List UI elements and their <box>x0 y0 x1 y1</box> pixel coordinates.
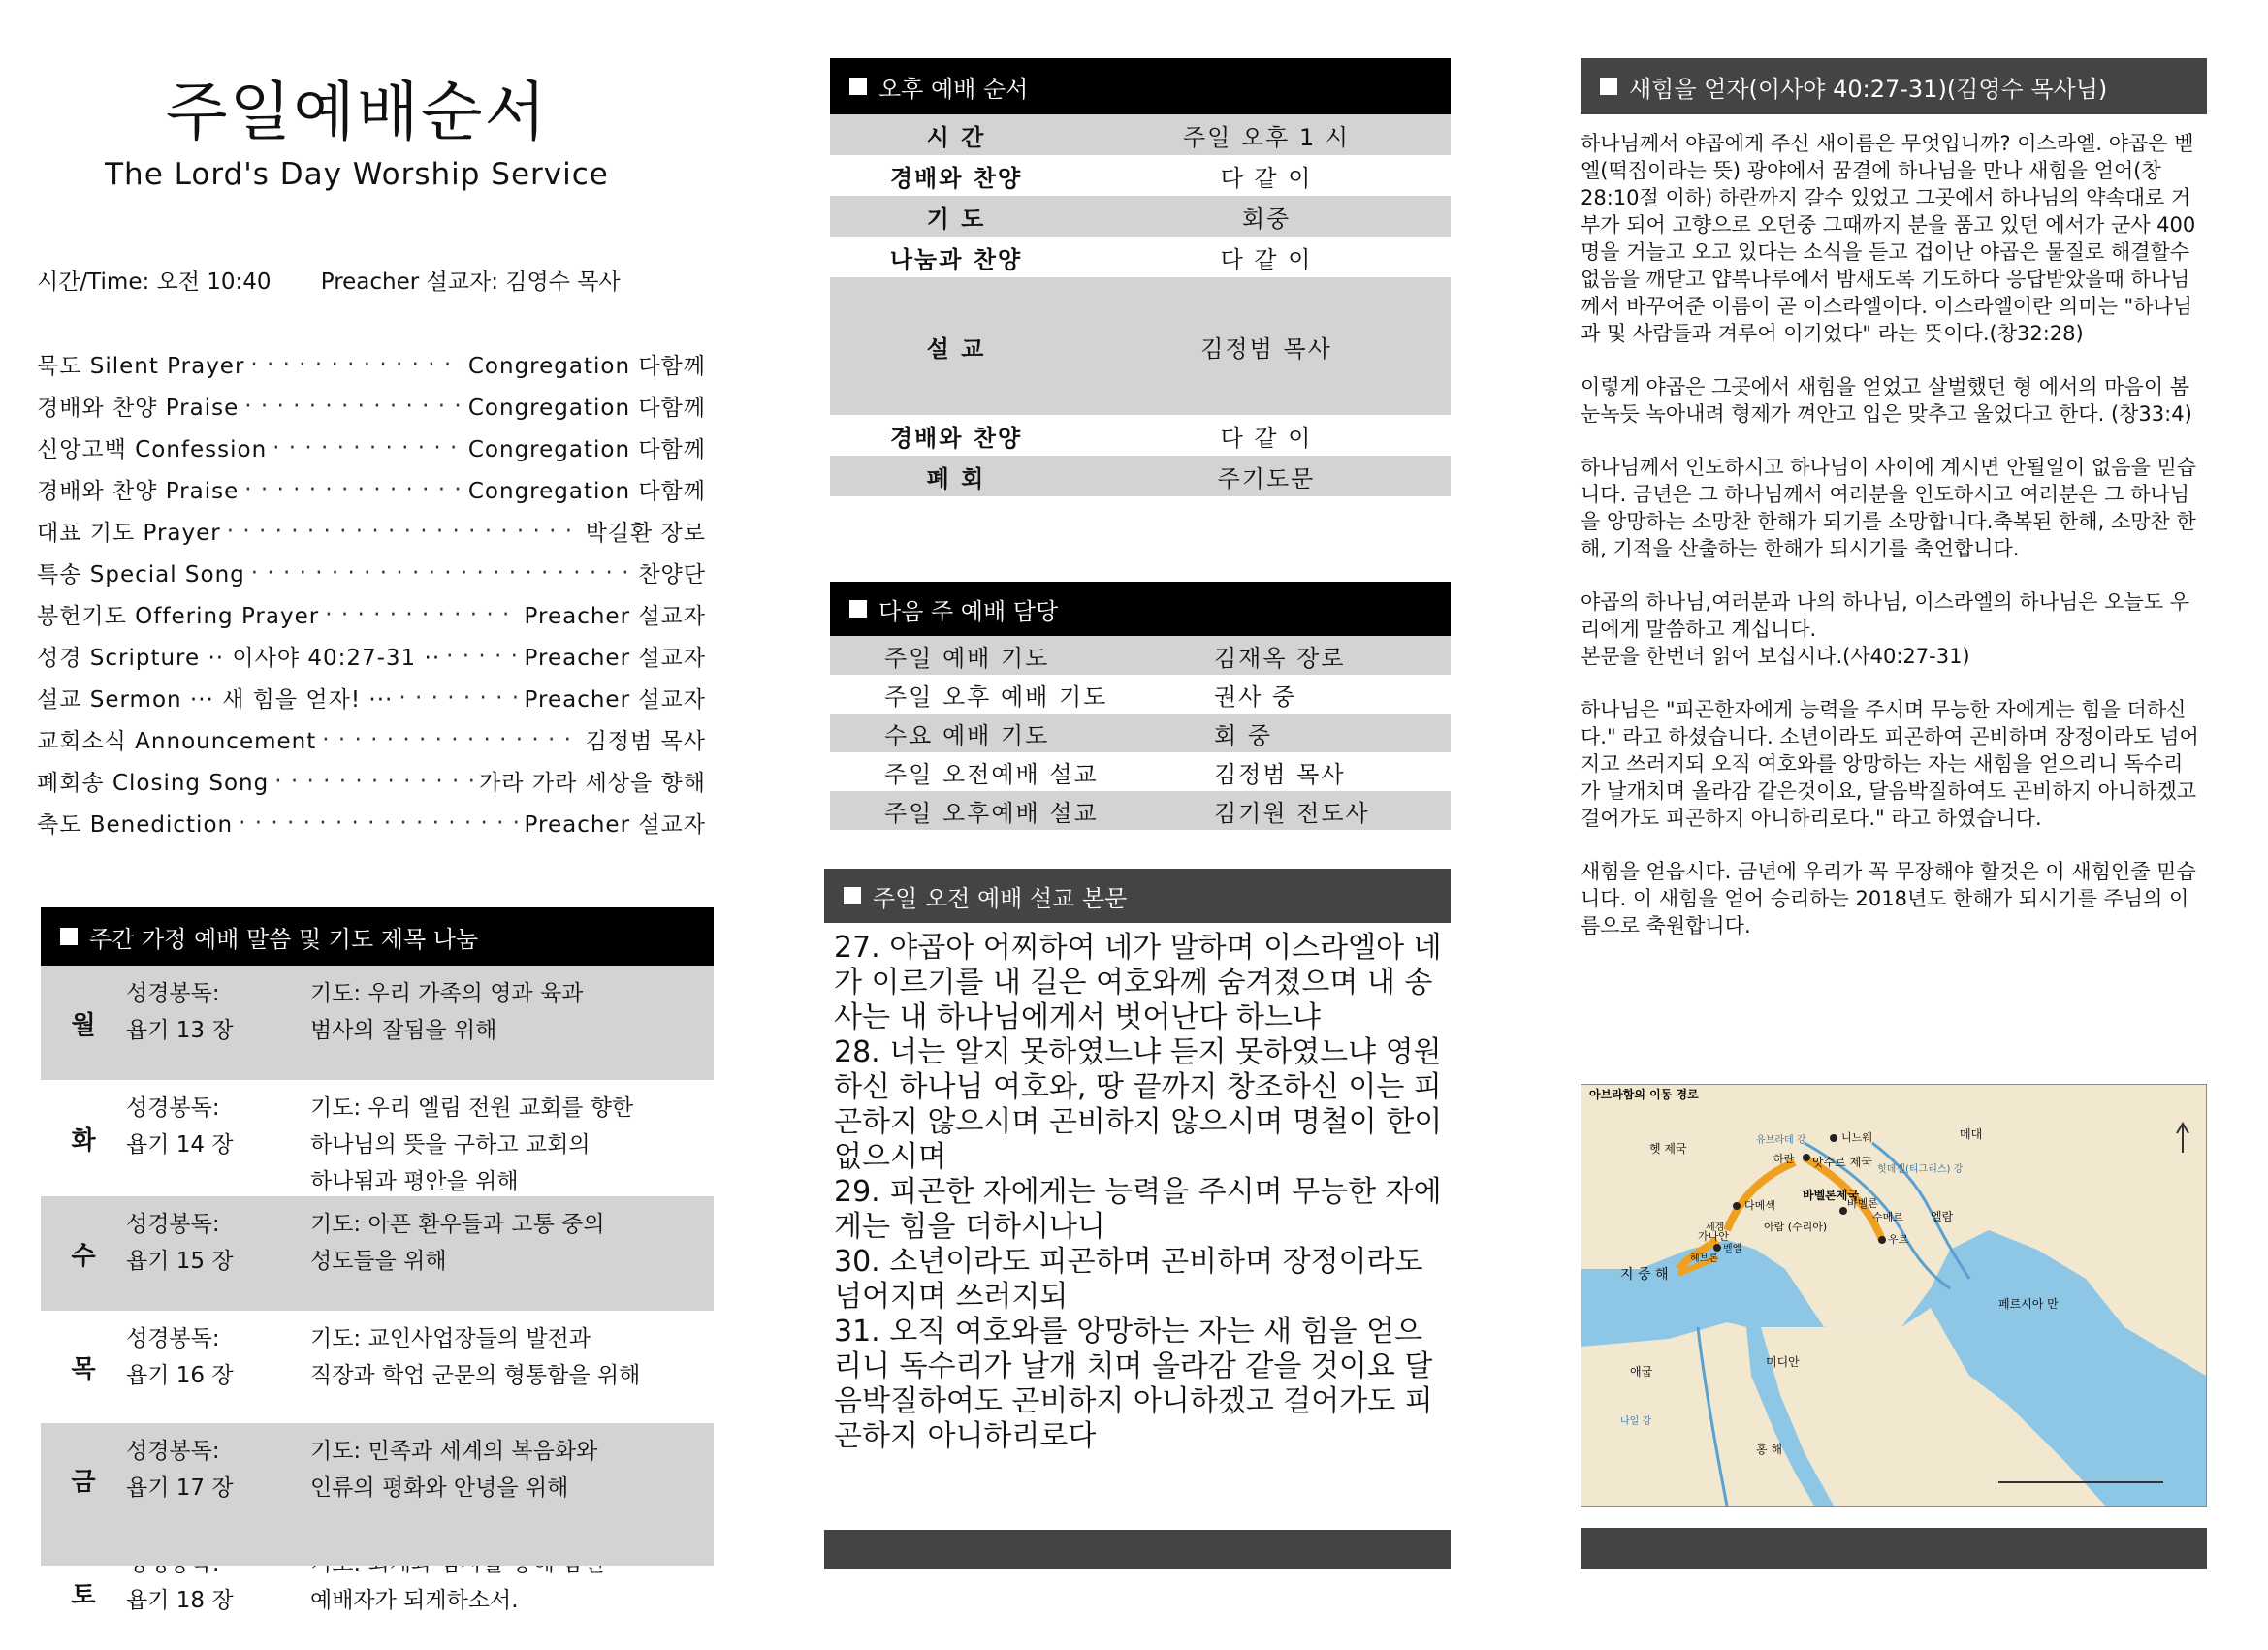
next-week-person: 회 중 <box>1214 721 1272 749</box>
pm-row-item: 시 간 <box>926 123 986 151</box>
weekly-bible-chapter: 욥기 17 장 <box>126 1475 234 1501</box>
map-label-hebron: 헤브론 <box>1690 1253 1718 1264</box>
weekly-bible-chapter: 욥기 15 장 <box>126 1249 234 1274</box>
weekly-prayer-line: 인류의 평화와 안녕을 위해 <box>310 1475 569 1501</box>
order-item-leader: Preacher 설교자 <box>524 812 706 838</box>
message-paragraph: 이렇게 야곱은 그곳에서 새힘을 얻었고 살벌했던 형 에서의 마음이 봄눈녹듯 녹아내려 형제가 껴안고 입은 맞추고 울었다고 한다. (창33:4) <box>1581 375 2192 426</box>
pm-header-bar <box>830 58 1451 114</box>
weekly-row <box>41 1423 714 1536</box>
order-item-label: 특송 Special Song <box>37 562 245 587</box>
order-item-leader: Congregation 다함께 <box>467 437 706 462</box>
message-body <box>1581 130 2201 966</box>
pm-order-table <box>830 114 1451 496</box>
sermon-header-title: 주일 오전 예배 설교 본문 <box>873 884 1128 912</box>
weekly-prayer-line: 기도: 우리 가족의 영과 육과 <box>310 981 584 1006</box>
weekly-row <box>41 1196 714 1311</box>
weekly-prayer-line: 기도: 민족과 세계의 복음화와 <box>310 1439 598 1464</box>
order-item-label: 폐회송 Closing Song <box>37 771 270 796</box>
order-item-label: 설교 Sermon ··· 새 힘을 얻자! ··· <box>37 687 394 713</box>
map-label-redsea: 홍 해 <box>1756 1443 1782 1456</box>
order-item-label: 경배와 찬양 Praise <box>37 479 240 504</box>
order-item <box>37 510 706 552</box>
order-item <box>37 718 706 760</box>
ur-marker <box>1878 1236 1886 1244</box>
weekly-bible-label: 성경봉독: <box>126 1095 220 1121</box>
order-list <box>37 343 706 843</box>
haran-marker <box>1803 1154 1810 1161</box>
weekly-prayer-line: 기도: 교인사업장들의 발전과 <box>310 1326 591 1351</box>
weekly-prayer-line: 예배자가 되게하소서. <box>310 1588 519 1613</box>
message-paragraph: 하나님께서 인도하시고 하나님이 사이에 계시면 안될일이 없음을 믿습니다. 금년은 그 하나님께서 여러분을 인도하시고 여러분은 그 하나님을 앙망하는 소망찬 한해가 되기를 소망합니다.축복된 한해, 소망찬 한해, 기적을 산출하는 한해가 되시기를 축언합니다. <box>1581 456 2197 560</box>
order-item-leader: Congregation 다함께 <box>467 354 706 379</box>
weekly-prayer-line: 하나됨과 평안을 위해 <box>310 1169 519 1194</box>
weekly-bible-chapter: 욥기 14 장 <box>126 1132 234 1158</box>
map-label-assyria: 앗수르 제국 <box>1812 1156 1872 1169</box>
order-item <box>37 760 706 802</box>
order-item-label: 신앙고백 Confession <box>37 437 268 462</box>
pm-row-item: 경배와 찬양 <box>889 164 1023 192</box>
leader-dots <box>244 394 463 419</box>
order-item <box>37 343 706 385</box>
leader-dots <box>250 352 462 377</box>
order-item-leader: Preacher 설교자 <box>524 646 706 671</box>
order-item <box>37 468 706 510</box>
weekly-prayer-line: 기도: 우리 엘림 전원 교회를 향한 <box>310 1095 634 1121</box>
scripture-verse: 30. 소년이라도 피곤하며 곤비하며 장정이라도 넘어지며 쓰러지되 <box>834 1245 1423 1314</box>
weekly-day: 목 <box>71 1354 96 1384</box>
weekly-prayer-line: 기도: 아픈 환우들과 고통 중의 <box>310 1212 605 1237</box>
order-item-label: 교회소식 Announcement <box>37 729 317 754</box>
weekly-row <box>41 1311 714 1423</box>
square-bullet-icon <box>1600 78 1617 95</box>
service-time-line: 시간/Time: 오전 10:40 Preacher 설교자: 김영수 목사 <box>37 270 621 295</box>
pm-row-item: 경배와 찬양 <box>889 424 1023 452</box>
order-item-leader: Congregation 다함께 <box>467 396 706 421</box>
scripture-verse: 28. 너는 알지 못하였느냐 듣지 못하였느냐 영원하신 하나님 여호와, 땅 끝까지 창조하신 이는 피곤하지 않으시며 곤비하지 않으시며 명철이 한이 없으시며 <box>834 1035 1443 1174</box>
weekly-prayer-line: 하나님의 뜻을 구하고 교회의 <box>310 1132 591 1158</box>
order-item-leader: 찬양단 <box>638 562 706 587</box>
weekly-day: 금 <box>71 1467 96 1497</box>
damascus-marker <box>1733 1202 1741 1210</box>
next-week-duty: 주일 오후예배 설교 <box>884 799 1099 827</box>
order-item <box>37 677 706 718</box>
pm-row-leader: 주일 오후 1 시 <box>1182 123 1351 151</box>
pm-row-leader: 주기도문 <box>1217 464 1316 492</box>
square-bullet-icon <box>844 887 861 904</box>
message-paragraph: 하나님은 "피곤한자에게 능력을 주시며 무능한 자에게는 힘을 더하신다." 라고 하셨습니다. 소년이라도 피곤하여 곤비하며 장정이라도 넘어지고 쓰러지되 오직 여호와를 앙망하는 자는 새힘을 얻으리니 독수리가 날개치며 올라감 같은것이요, 달음박질하여도 곤비하지 아니하겠고 걸어가도 피곤하지 아니하리로다." 라고 하였습니다. <box>1581 698 2199 830</box>
weekly-bible-label: 성경봉독: <box>126 1326 220 1351</box>
pm-row-leader: 다 같 이 <box>1220 424 1313 452</box>
pm-row-leader: 김정범 목사 <box>1200 334 1332 363</box>
next-week-row <box>830 791 1451 830</box>
pm-row-leader: 회중 <box>1241 205 1292 233</box>
map-label-gulf: 페르시아 만 <box>1998 1297 2059 1311</box>
next-week-person: 김재옥 장로 <box>1214 644 1346 672</box>
order-item-leader: 김정범 목사 <box>585 729 706 754</box>
message-paragraph: 야곱의 하나님,여러분과 나의 하나님, 이스라엘의 하나님은 오늘도 우리에게 말씀하고 계십니다. 본문을 한번더 읽어 보십시다.(사40:27-31) <box>1581 590 2190 668</box>
order-item <box>37 385 706 427</box>
map-label-tigris: 힛데겔(티그리스) 강 <box>1877 1164 1964 1175</box>
map-label-euphrates: 유브라데 강 <box>1756 1135 1806 1146</box>
weekly-header-title: 주간 가정 예배 말씀 및 기도 제목 나눔 <box>89 925 479 953</box>
pm-row <box>830 196 1451 237</box>
next-week-header-title: 다음 주 예배 담당 <box>878 597 1059 625</box>
map-label-media: 메대 <box>1960 1127 1983 1141</box>
map-label-midian: 미디안 <box>1766 1355 1800 1369</box>
order-item-label: 경배와 찬양 Praise <box>37 396 240 421</box>
leader-dots <box>325 602 518 627</box>
map-label-canaan: 가나안 <box>1698 1230 1729 1243</box>
map-label-babel: 바벨론 <box>1847 1197 1878 1210</box>
weekly-bible-label: 성경봉독: <box>126 1439 220 1464</box>
column-footer-bar <box>1581 1528 2207 1569</box>
pm-row-item: 나눔과 찬양 <box>889 245 1023 273</box>
map-label-aram: 아람 (수리아) <box>1764 1221 1828 1233</box>
pm-row <box>830 155 1451 196</box>
weekly-bible <box>126 1311 310 1423</box>
order-item-label: 성경 Scripture ·· 이사야 40:27-31 ·· <box>37 646 441 671</box>
bethel-marker <box>1713 1244 1721 1252</box>
weekly-prayer <box>310 1196 714 1311</box>
weekly-prayer <box>310 1311 714 1423</box>
leader-dots <box>274 769 473 794</box>
weekly-bible-chapter: 욥기 13 장 <box>126 1018 234 1043</box>
message-header-title: 새힘을 얻자(이사야 40:27-31)(김영수 목사님) <box>1629 75 2108 103</box>
pm-row <box>830 277 1451 415</box>
pm-row <box>830 114 1451 155</box>
message-paragraph: 새힘을 얻읍시다. 금년에 우리가 꼭 무장해야 할것은 이 새힘인줄 믿습니다. 이 새힘을 얻어 승리하는 2018년도 한해가 되시기를 주님의 이름으로 축원합니다. <box>1581 860 2196 937</box>
weekly-day: 수 <box>71 1241 96 1271</box>
next-week-table <box>830 636 1451 830</box>
pm-row-item: 설 교 <box>926 334 986 363</box>
weekly-day: 토 <box>71 1580 96 1610</box>
map-label-shechem: 세겜 <box>1706 1222 1725 1233</box>
weekly-bible-label: 성경봉독: <box>126 981 220 1006</box>
nineveh-marker <box>1830 1134 1837 1142</box>
map-label-babylon-empire: 바벨론제국 <box>1803 1189 1859 1202</box>
map-label-sumer: 수메르 <box>1872 1211 1903 1223</box>
next-week-duty: 주일 오전예배 설교 <box>884 760 1099 788</box>
leader-dots <box>322 727 579 752</box>
order-item-label: 축도 Benediction <box>37 812 234 838</box>
pm-row-leader: 다 같 이 <box>1220 245 1313 273</box>
weekly-prayer <box>310 1423 714 1536</box>
babylon-marker <box>1839 1207 1847 1215</box>
pm-row-leader: 다 같 이 <box>1220 164 1313 192</box>
column-footer-bar <box>824 1530 1451 1569</box>
order-item-leader: Congregation 다함께 <box>467 479 706 504</box>
map-label-egypt: 애굽 <box>1630 1365 1653 1379</box>
map-title: 아브라함의 이동 경로 <box>1589 1088 1699 1101</box>
next-week-duty: 주일 오후 예배 기도 <box>884 682 1108 711</box>
weekly-prayer <box>310 966 714 1080</box>
leader-dots <box>244 477 463 502</box>
weekly-prayer <box>310 1080 714 1196</box>
weekly-bible <box>126 1080 310 1196</box>
pm-row <box>830 456 1451 496</box>
order-item <box>37 552 706 593</box>
square-bullet-icon <box>849 78 867 95</box>
next-week-person: 김기원 전도사 <box>1214 799 1370 827</box>
scripture-verse: 31. 오직 여호와를 앙망하는 자는 새 힘을 얻으리니 독수리가 날개 치며 올라감 같을 것이요 달음박질하여도 곤비하지 아니하겠고 걸어가도 피곤하지 아니하리로다 <box>834 1315 1433 1453</box>
order-item-label: 묵도 Silent Prayer <box>37 354 245 379</box>
weekly-bible-label: 성경봉독: <box>126 1212 220 1237</box>
next-week-row <box>830 636 1451 675</box>
weekly-bible-chapter: 욥기 16 장 <box>126 1363 234 1388</box>
abraham-route-map <box>1581 1084 2207 1507</box>
weekly-day: 화 <box>71 1126 96 1156</box>
leader-dots <box>399 685 518 711</box>
order-item-leader: Preacher 설교자 <box>524 687 706 713</box>
map-label-bethel: 벧엘 <box>1723 1244 1742 1254</box>
map-label-damascus: 다메섹 <box>1744 1199 1775 1212</box>
weekly-bible <box>126 966 310 1080</box>
map-label-elam: 엘람 <box>1931 1210 1954 1223</box>
map-label-ur: 우르 <box>1888 1233 1909 1246</box>
pm-row <box>830 237 1451 277</box>
leader-dots <box>446 644 518 669</box>
pm-row-item: 기 도 <box>926 205 986 233</box>
leader-dots <box>251 560 633 586</box>
sermon-header-bar <box>824 869 1451 923</box>
column-footer-bar <box>41 1527 714 1566</box>
next-week-duty: 수요 예배 기도 <box>884 721 1050 749</box>
order-item <box>37 802 706 843</box>
order-item-leader: 가라 가라 세상을 향해 <box>479 771 706 796</box>
weekly-prayer-line: 직장과 학업 군문의 형통함을 위해 <box>310 1363 641 1388</box>
order-item-leader: Preacher 설교자 <box>524 604 706 629</box>
map-label-sea: 지 중 해 <box>1620 1267 1669 1283</box>
next-week-row <box>830 752 1451 791</box>
order-item-leader: 박길환 장로 <box>585 521 706 546</box>
next-week-person: 권사 중 <box>1214 682 1297 711</box>
square-bullet-icon <box>849 600 867 618</box>
leader-dots <box>239 810 518 836</box>
weekly-prayer-line: 범사의 잘됨을 위해 <box>310 1018 497 1043</box>
sermon-scripture-text <box>834 931 1451 1454</box>
order-item-label: 봉헌기도 Offering Prayer <box>37 604 320 629</box>
map-label-hittite: 헷 제국 <box>1649 1142 1687 1156</box>
order-item <box>37 593 706 635</box>
order-item <box>37 635 706 677</box>
weekly-prayer-line: 성도들을 위해 <box>310 1249 447 1274</box>
weekly-bible-chapter: 욥기 18 장 <box>126 1588 234 1613</box>
next-week-duty: 주일 예배 기도 <box>884 644 1050 672</box>
scripture-verse: 27. 야곱아 어찌하여 네가 말하며 이스라엘아 네가 이르기를 내 길은 여호와께 숨겨졌으며 내 송사는 내 하나님에게서 벗어난다 하느냐 <box>834 931 1442 1034</box>
page-title: 주일예배순서 <box>165 75 549 149</box>
next-week-row <box>830 675 1451 714</box>
order-item-label: 대표 기도 Prayer <box>37 521 221 546</box>
next-week-person: 김정범 목사 <box>1214 760 1346 788</box>
message-paragraph: 하나님께서 야곱에게 주신 새이름은 무엇입니까? 이스라엘. 야곱은 벧엘(떡집이라는 뜻) 광야에서 꿈결에 하나님을 만나 새힘을 얻어(창28:10절 이하) 하란까지 갈수 있었고 그곳에서 하나님의 약속대로 거부가 되어 고향으로 오던중 그때까지 분을 품고 있던 에서가 군사 400명을 거늘고 오고 있다는 소식을 듣고 겁이난 야곱은 물질로 해결할수 없음을 깨닫고 얍복나루에서 밤새도록 기도하다 응답받았을때 하나님께서 바꾸어준 이름이 곧 이스라엘이다. 이스라엘이란 의미는 "하나님과 및 사람들과 겨루어 이기었다" 라는 뜻이다.(창32:28) <box>1581 132 2196 345</box>
message-header-bar <box>1581 58 2207 114</box>
weekly-row <box>41 1080 714 1196</box>
weekly-header-bar <box>41 907 714 966</box>
order-item <box>37 427 706 468</box>
pm-row-item: 폐 회 <box>926 464 986 492</box>
leader-dots <box>227 519 580 544</box>
weekly-row <box>41 966 714 1080</box>
next-week-row <box>830 714 1451 752</box>
map-label-nile: 나일 강 <box>1620 1416 1652 1427</box>
page-subtitle: The Lord's Day Worship Service <box>105 157 609 192</box>
pm-header-title: 오후 예배 순서 <box>878 75 1029 103</box>
map-graphic <box>1581 1085 2206 1506</box>
map-label-haran: 하란 <box>1773 1153 1795 1165</box>
leader-dots <box>272 435 463 460</box>
square-bullet-icon <box>60 928 78 945</box>
next-week-header-bar <box>830 582 1451 636</box>
weekly-bible <box>126 1196 310 1311</box>
weekly-bible <box>126 1423 310 1536</box>
weekly-day: 월 <box>71 1010 96 1040</box>
map-label-nineveh: 니느웨 <box>1841 1131 1872 1144</box>
pm-row <box>830 415 1451 456</box>
scripture-verse: 29. 피곤한 자에게는 능력을 주시며 무능한 자에게는 힘을 더하시나니 <box>834 1175 1442 1244</box>
